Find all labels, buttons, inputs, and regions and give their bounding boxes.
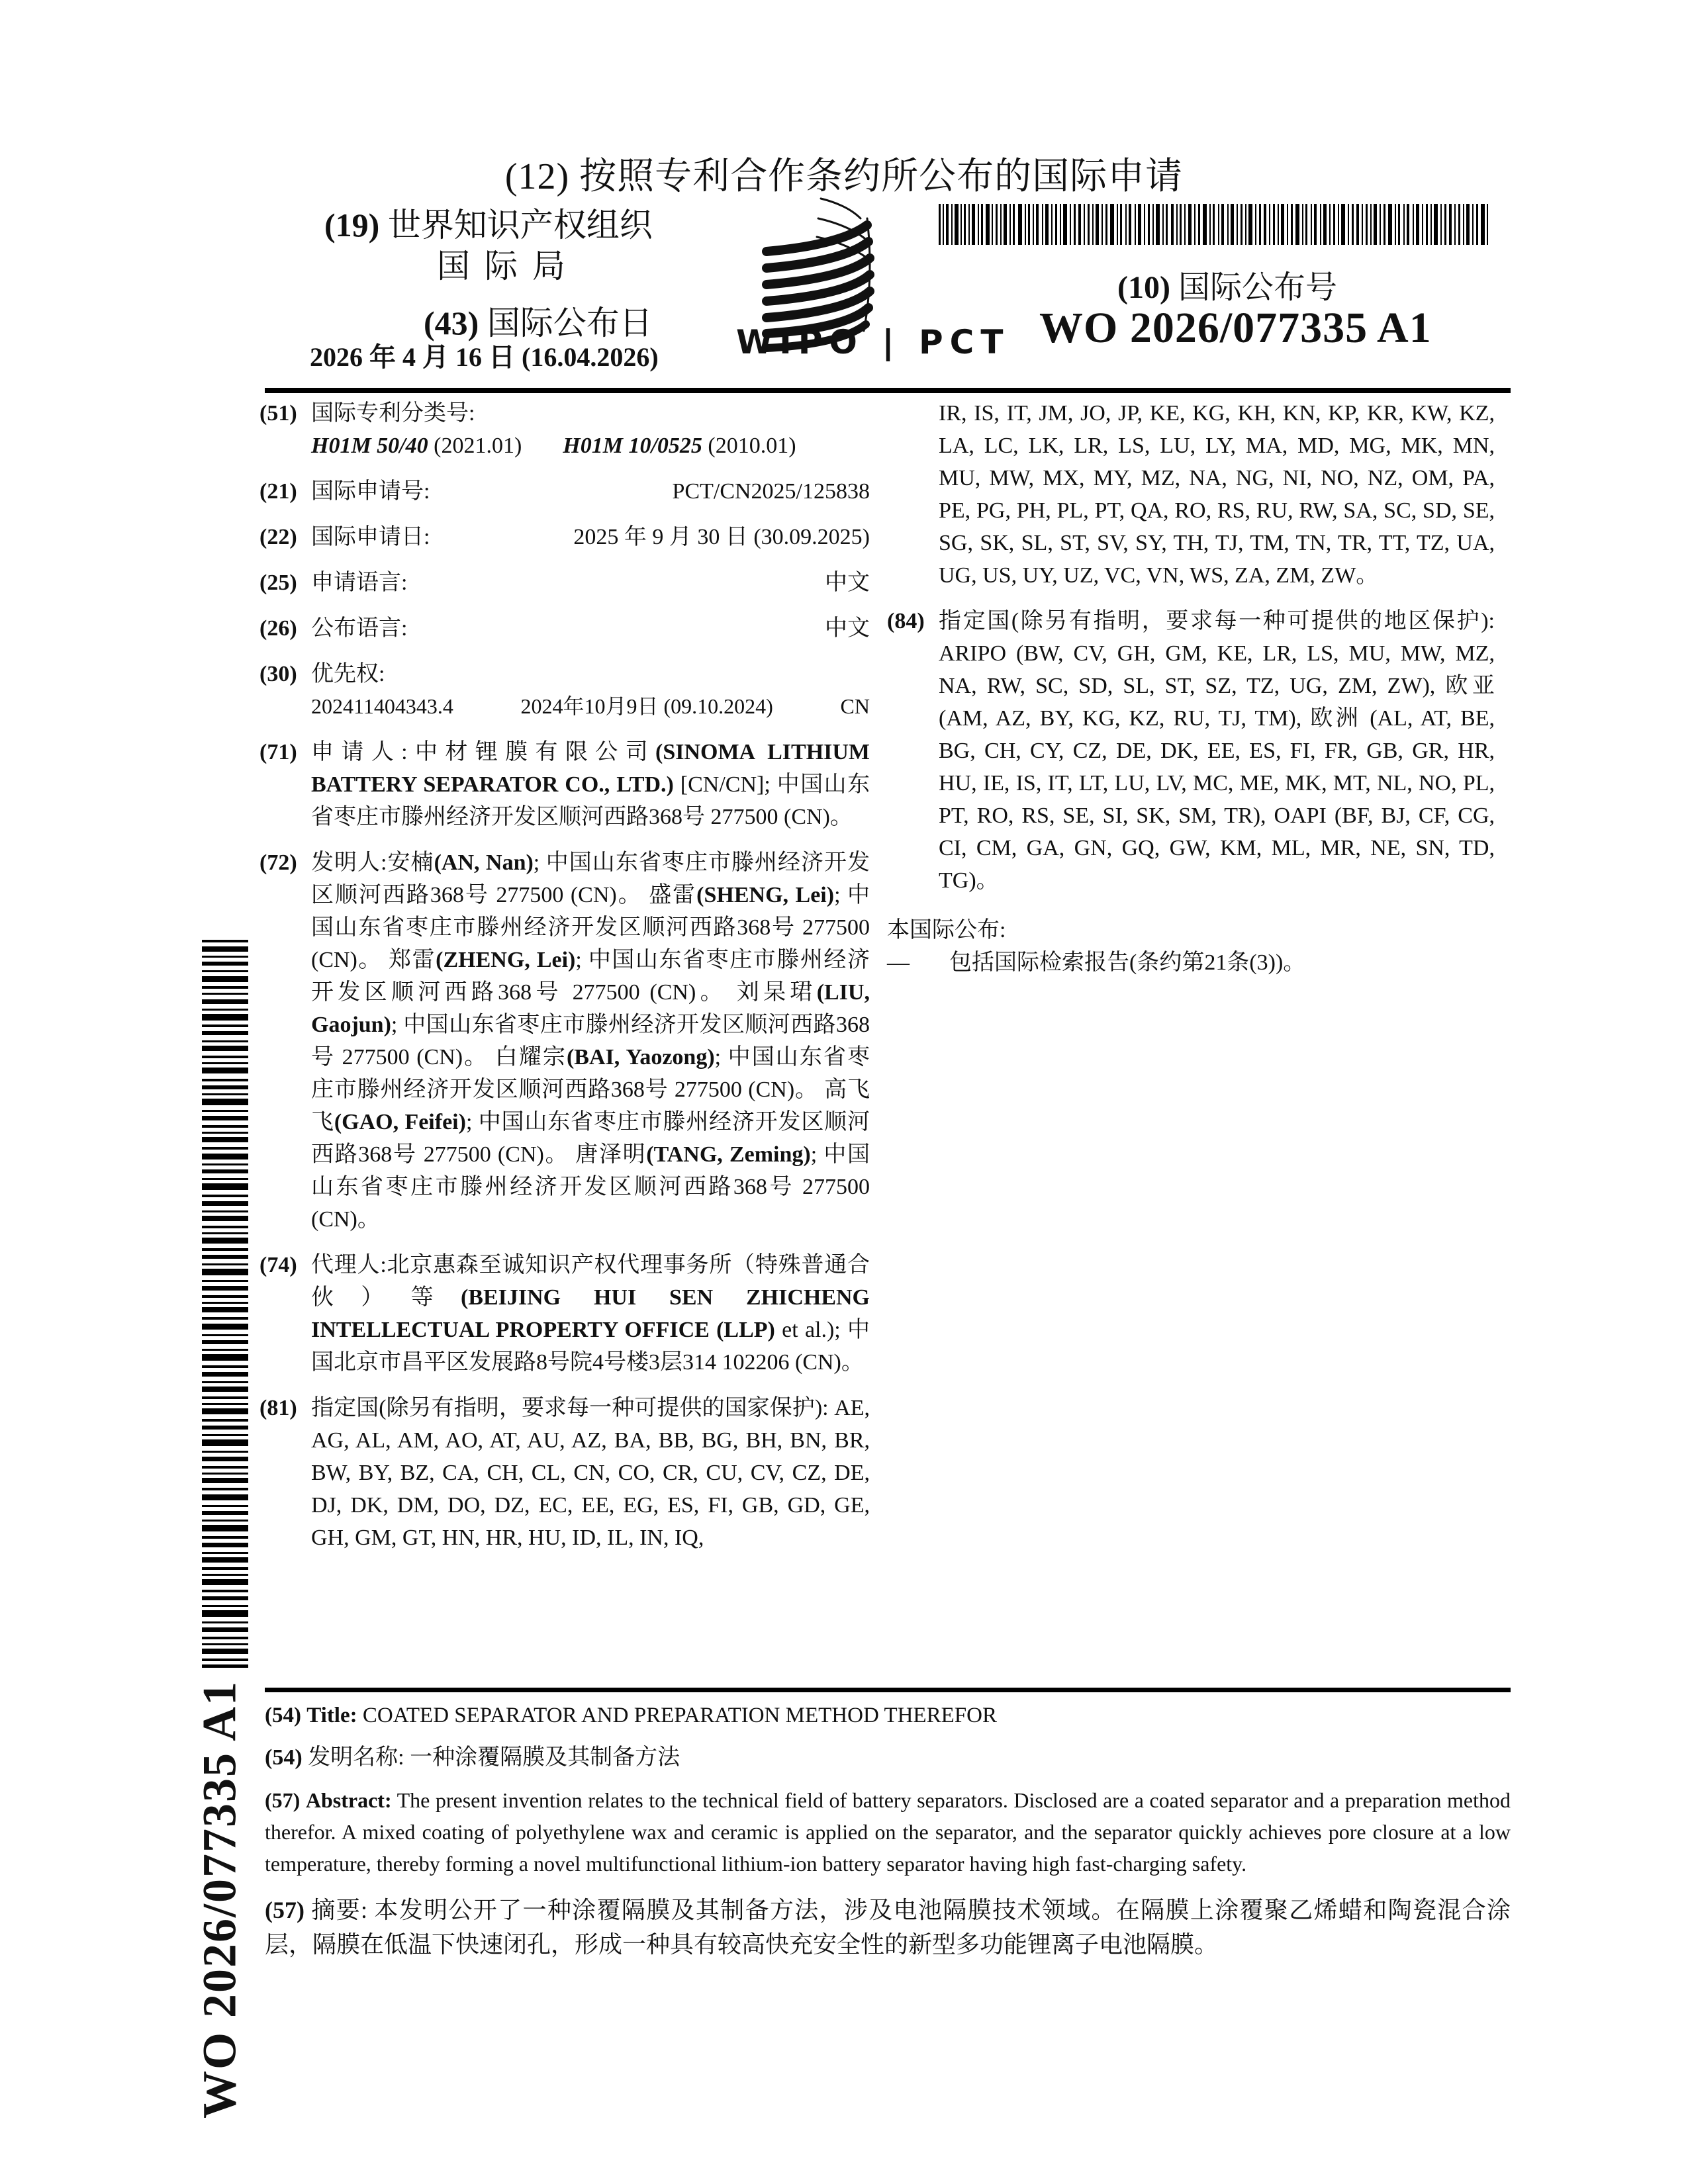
field-22-filing-date [259,521,870,553]
priority-number: 202411404343.4 [311,694,453,718]
field-25-filing-language [259,567,870,599]
publication-note-label: 本国际公布: [887,918,1006,942]
field-code: (81) [259,1396,297,1420]
field-code: (54) [265,1745,303,1770]
field-26-publication-language [259,612,870,645]
applicant-address: [CN/CN]; 中国山东省枣庄市滕州经济开发区顺河西路368号 277500 (CN)。 [311,772,870,829]
field-21-application-number [259,475,870,508]
ipc-entry: H01M 50/40 (2021.01) [311,433,522,458]
field-code: (72) [259,850,297,875]
organization-name-text: 世界知识产权组织 [387,206,653,244]
field-30-priority [259,658,870,723]
inventor: 唐泽明(TANG, Zeming); 中国山东省枣庄市滕州经济开发区顺河西路368号 277500 (CN)。 [311,1142,870,1232]
agent-name-en: (BEIJING HUI SEN ZHICHENG INTELLECTUAL PROPERTY OFFICE (LLP) [311,1285,870,1342]
field-value: 中文 [825,570,870,595]
field-label: 指定国(除另有指明，要求每一种可提供的地区保护): [939,609,1495,633]
field-51-ipc [259,397,870,462]
vertical-publication-number [173,1680,266,2119]
field-81-continuation: IR, IS, IT, JM, JO, JP, KE, KG, KH, KN, KP, KR, KW, KZ, LA, LC, LK, LR, LS, LU, LY, MA, MD, MG, MK, MN, MU, MW, MX, MY, MZ, NA, NG, NI, NO, NZ, OM, PA, PE, PG, PH, PL, PT, QA, RO, RS, RU, RW, SA, SC, SD, SE, SG, SK, SL, ST, SV, SY, TH, TJ, TM, TN, TR, TT, TZ, UA, UG, US, UY, UZ, VC, VN, WS, ZA, ZM, ZW。 [939,401,1495,588]
agent-name-zh: 北京惠森至诚知识产权代理事务所（特殊普通合伙）等 [311,1253,870,1310]
abstract-zh [265,1893,1511,1962]
field-label: 公布语言: [311,616,408,641]
field-code: (57) [265,1788,301,1812]
field-code: (21) [259,479,297,504]
field-label: 发明人: [311,850,387,875]
dash: — [887,950,910,975]
field-code: (84) [887,609,925,633]
inventor: 安楠(AN, Nan); 中国山东省枣庄市滕州经济开发区顺河西路368号 277500 (CN)。 [311,850,870,907]
field-code: (43) [424,304,479,341]
title-zh [265,1742,1511,1774]
inventor: 刘杲珺(LIU, Gaojun); 中国山东省枣庄市滕州经济开发区顺河西路368号 277500 (CN)。 [311,980,870,1069]
inventor: 白耀宗(BAI, Yaozong); 中国山东省枣庄市滕州经济开发区顺河西路368号 277500 (CN)。 [311,1045,870,1102]
field-label: Abstract: [305,1788,392,1812]
field-code: (30) [259,662,297,686]
regional-countries: ARIPO (BW, CV, GH, GM, KE, LR, LS, MU, MW, MZ, NA, RW, SC, SD, SL, ST, SZ, TZ, UG, ZM, ZW), 欧亚 (AM, AZ, BY, KG, KZ, RU, TJ, TM), 欧洲 (AL, AT, BE, BG, CH, CY, CZ, DE, DK, EE, ES, FI, FR, GB, GR, HR, HU, IE, IS, IT, LT, LU, LV, MC, ME, MK, MT, NL, NO, PL, PT, RO, RS, SE, SI, SK, SM, TR), OAPI (BF, BJ, CF, CG, CI, CM, GA, GN, GQ, GW, KM, ML, MR, NE, SN, TD, TG)。 [939,641,1495,893]
field-value: 2025 年 9 月 30 日 (30.09.2025) [573,525,870,549]
field-code: (25) [259,570,297,595]
publication-number: WO 2026/077335 A1 [1039,304,1432,352]
field-label: 发明名称: [308,1745,404,1770]
field-label: 指定国(除另有指明，要求每一种可提供的国家保护): [311,1396,829,1420]
barcode-icon [939,204,1488,245]
bibliographic-left-column [259,397,870,1567]
field-label: Title: [306,1704,357,1727]
field-label: 摘要: [311,1897,368,1923]
publication-number-label [1117,261,1337,307]
field-label: 申请语言: [311,570,408,595]
field-code: (51) [259,401,297,426]
document-type-title: (12) 按照专利合作条约所公布的国际申请 [504,156,1184,197]
abstract-en-text: The present invention relates to the technical field of battery separators. Disclosed are a coated separator and a preparation method therefor. A mixed coating of polyethylene wax and ceramic is applied on the separator, and the separator quickly achieves pore closure at a low temperature, thereby forming a novel multifunctional lithium-ion battery separator having high fast-charging safety. [265,1788,1511,1876]
wipo-pct-wordmark: WIPO | PCT [736,323,1010,361]
field-label: 国际专利分类号: [311,401,475,426]
field-code: (10) [1117,270,1170,305]
publication-number-label-text: 国际公布号 [1178,270,1337,305]
publication-note-text: 包括国际检索报告(条约第21条(3))。 [949,950,1306,975]
bibliographic-right-column [887,397,1495,979]
field-code: (54) [265,1704,301,1727]
field-label: 国际申请号: [311,479,430,504]
title-en-text: COATED SEPARATOR AND PREPARATION METHOD THEREFOR [362,1704,997,1727]
organization-bureau: 国际局 [437,248,580,285]
title-en [265,1700,1511,1731]
inventor: 高飞飞(GAO, Feifei); 中国山东省枣庄市滕州经济开发区顺河西路368号 277500 (CN)。 [311,1077,870,1167]
field-code: (26) [259,616,297,641]
ipc-entry: H01M 10/0525 (2010.01) [563,433,796,458]
abstract-zh-text: 本发明公开了一种涂覆隔膜及其制备方法，涉及电池隔膜技术领域。在隔膜上涂覆聚乙烯蜡和陶瓷混合涂层，隔膜在低温下快速闭孔，形成一种具有较高快充安全性的新型多功能锂离子电池隔膜。 [265,1897,1511,1958]
field-81-designated-states [259,1392,870,1554]
field-71-applicant [259,736,870,833]
field-84-regional-designations [887,605,1495,897]
field-label: 代理人: [311,1253,387,1277]
priority-country: CN [840,694,870,718]
publication-note [887,946,1495,979]
applicant-name-en: (SINOMA LITHIUM BATTERY SEPARATOR CO., LTD.) [311,740,870,797]
abstract-divider [265,1688,1511,1692]
field-label: 国际申请日: [311,525,430,549]
applicant-name-zh: 中材锂膜有限公司 [407,740,655,764]
inventor: 盛雷(SHENG, Lei); 中国山东省枣庄市滕州经济开发区顺河西路368号 277500 (CN)。 [311,883,870,972]
field-label: 优先权: [311,662,385,686]
field-code: (22) [259,525,297,549]
title-zh-text: 一种涂覆隔膜及其制备方法 [410,1745,680,1770]
abstract-en [265,1784,1511,1880]
header-divider [265,388,1511,393]
vertical-barcode-icon [202,940,248,1668]
designated-countries: AE, AG, AL, AM, AO, AT, AU, AZ, BA, BB, BG, BH, BN, BR, BW, BY, BZ, CA, CH, CL, CN, CO, CR, CU, CV, CZ, DE, DJ, DK, DM, DO, DZ, EC, EE, EG, ES, FI, GB, GD, GE, GH, GM, GT, HN, HR, HU, ID, IL, IN, IQ, [311,1396,870,1550]
field-74-agent [259,1249,870,1379]
field-72-inventors [259,846,870,1236]
inventor: 郑雷(ZHENG, Lei); 中国山东省枣庄市滕州经济开发区顺河西路368号 277500 (CN)。 [311,948,870,1005]
title-abstract-section [265,1700,1511,1972]
priority-entry [311,690,870,723]
vertical-publication-number-text: WO 2026/077335 A1 [193,1680,246,2119]
field-value: PCT/CN2025/125838 [672,479,870,504]
publication-date-value: 2026 年 4 月 16 日 (16.04.2026) [310,342,659,372]
field-label: 申请人: [311,740,408,764]
priority-date: 2024年10月9日 (09.10.2024) [520,694,773,718]
field-code: (71) [259,740,297,764]
publication-date-label-text: 国际公布日 [487,304,653,341]
field-value: 中文 [825,616,870,641]
agent-address: et al.); 中国北京市昌平区发展路8号院4号楼3层314 102206 (CN)。 [311,1318,870,1375]
field-code: (19) [324,206,380,244]
ipc-codes [311,430,870,462]
field-code: (57) [265,1897,305,1923]
field-code: (74) [259,1253,297,1277]
